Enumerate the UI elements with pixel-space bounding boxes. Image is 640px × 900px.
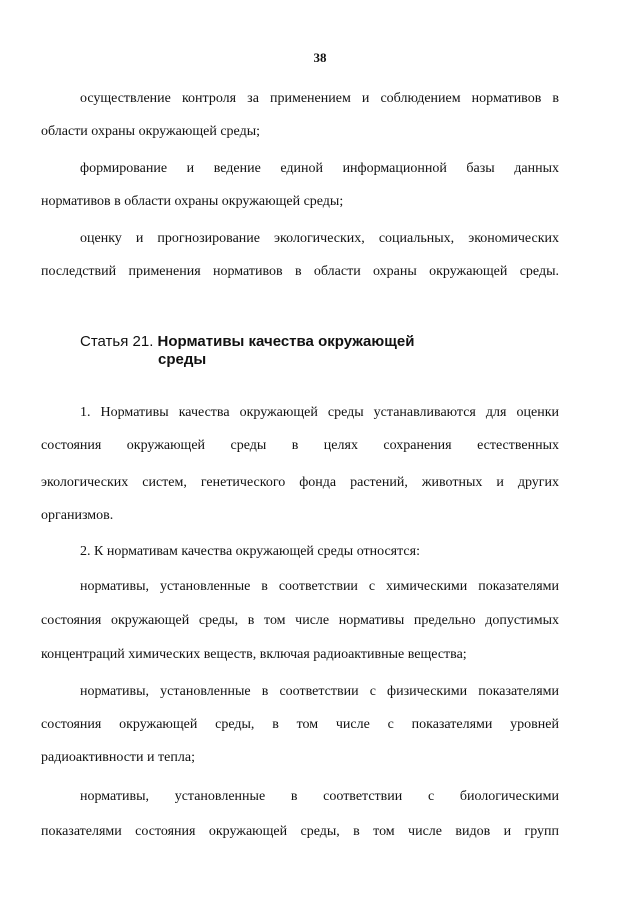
article-prefix: Статья 21. <box>80 333 154 350</box>
article-heading <box>80 333 414 351</box>
paragraph-line: области охраны окружающей среды; <box>41 124 260 139</box>
paragraph-line: оценку и прогнозирование экологических, социальных, экономических <box>80 231 559 246</box>
paragraph-line: радиоактивности и тепла; <box>41 750 195 765</box>
paragraph-line: нормативы, установленные в соответствии с химическими показателями <box>80 579 559 594</box>
paragraph-line: состояния окружающей среды, в том числе нормативы предельно допустимых <box>41 613 559 628</box>
paragraph-line: последствий применения нормативов в области охраны окружающей среды. <box>41 264 559 279</box>
paragraph-line: осуществление контроля за применением и соблюдением нормативов в <box>80 91 559 106</box>
paragraph-line: 2. К нормативам качества окружающей среды относятся: <box>80 544 420 559</box>
paragraph-line: 1. Нормативы качества окружающей среды устанавливаются для оценки <box>80 405 559 420</box>
paragraph-line: состояния окружающей среды в целях сохранения естественных <box>41 438 559 453</box>
paragraph-line: нормативов в области охраны окружающей среды; <box>41 194 344 209</box>
paragraph-line: организмов. <box>41 508 114 523</box>
article-title-continued: среды <box>158 351 207 368</box>
article-title: Нормативы качества окружающей <box>157 333 415 350</box>
paragraph-line: состояния окружающей среды, в том числе с показателями уровней <box>41 717 559 732</box>
paragraph-line: показателями состояния окружающей среды, в том числе видов и групп <box>41 824 559 839</box>
paragraph-line: нормативы, установленные в соответствии с физическими показателями <box>80 684 559 699</box>
paragraph-line: нормативы, установленные в соответствии с биологическими <box>80 789 559 804</box>
paragraph-line: формирование и ведение единой информационной базы данных <box>80 161 559 176</box>
page-number: 38 <box>313 50 327 65</box>
paragraph-line: концентраций химических веществ, включая радиоактивные вещества; <box>41 647 467 662</box>
paragraph-line: экологических систем, генетического фонда растений, животных и других <box>41 475 559 490</box>
